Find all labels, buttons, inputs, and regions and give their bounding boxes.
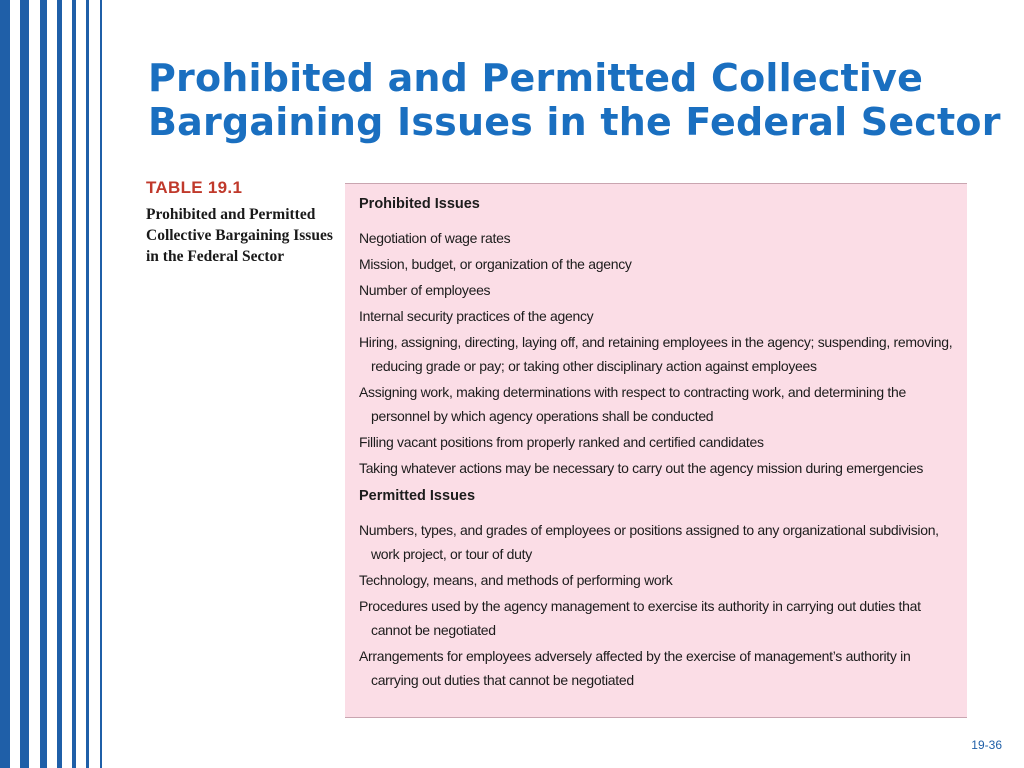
decor-stripe-3 xyxy=(40,0,47,768)
decor-stripe-5 xyxy=(72,0,76,768)
permitted-item: Procedures used by the agency management to exercise its authority in carrying out duties that cannot be negotiated xyxy=(359,598,921,638)
caption-line-2: Collective Bargaining Issues xyxy=(146,227,333,244)
prohibited-item: Assigning work, making determinations with respect to contracting work, and determining the personnel by which agency operations shall be conducted xyxy=(359,384,906,424)
prohibited-item: Number of employees xyxy=(359,282,491,298)
table-number: TABLE 19.1 xyxy=(146,178,243,197)
prohibited-heading: Prohibited Issues xyxy=(359,196,480,212)
slide-title-line1: Prohibited and Permitted Collective xyxy=(148,56,924,100)
slide-title xyxy=(148,56,1008,144)
page-number: 19-36 xyxy=(971,738,1002,752)
permitted-item: Technology, means, and methods of performing work xyxy=(359,572,673,588)
decor-stripe-4 xyxy=(57,0,62,768)
decor-stripe-2 xyxy=(20,0,29,768)
permitted-item: Numbers, types, and grades of employees or positions assigned to any organizational subdivision, work project, or tour of duty xyxy=(359,522,939,562)
issues-table xyxy=(345,183,967,718)
decor-stripe-6 xyxy=(86,0,89,768)
prohibited-item: Hiring, assigning, directing, laying off, and retaining employees in the agency; suspending, removing, reducing grade or pay; or taking other disciplinary action against employees xyxy=(359,334,953,374)
permitted-heading: Permitted Issues xyxy=(359,488,476,504)
decor-stripe-7 xyxy=(100,0,102,768)
decor-stripe-1 xyxy=(0,0,10,768)
prohibited-item: Internal security practices of the agency xyxy=(359,308,594,324)
prohibited-item: Taking whatever actions may be necessary to carry out the agency mission during emergencies xyxy=(359,460,924,476)
permitted-item: Arrangements for employees adversely affected by the exercise of management’s authority in carrying out duties that cannot be negotiated xyxy=(359,648,911,688)
table-caption xyxy=(146,178,336,267)
caption-line-3: in the Federal Sector xyxy=(146,248,285,265)
slide-title-line2: Bargaining Issues in the Federal Sector xyxy=(148,100,1001,144)
prohibited-item: Mission, budget, or organization of the agency xyxy=(359,256,632,272)
prohibited-item: Negotiation of wage rates xyxy=(359,230,511,246)
prohibited-item: Filling vacant positions from properly ranked and certified candidates xyxy=(359,434,764,450)
table-caption-text xyxy=(146,204,336,267)
caption-line-1: Prohibited and Permitted xyxy=(146,206,316,223)
